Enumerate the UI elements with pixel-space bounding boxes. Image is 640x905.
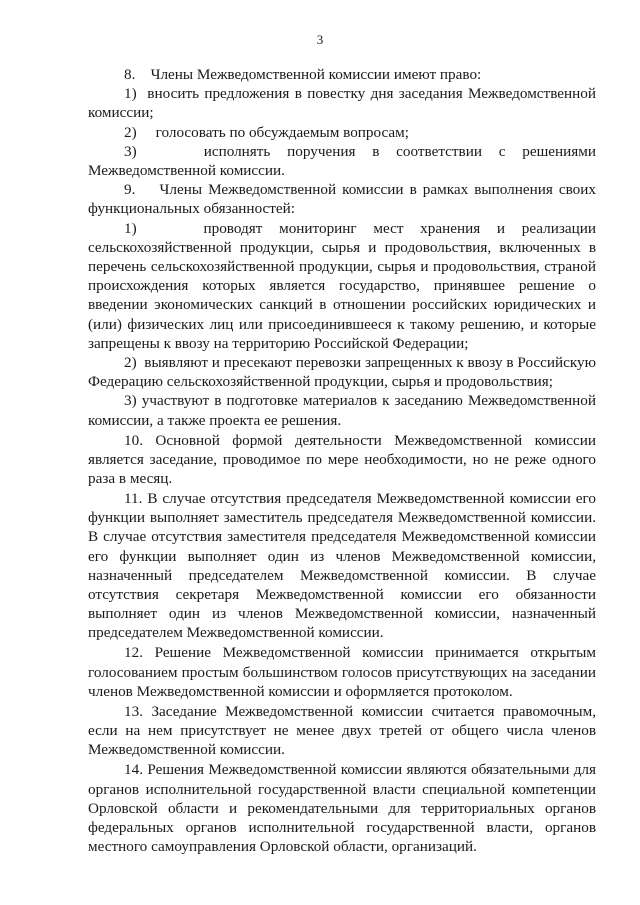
paragraph-9: 9. Члены Межведомственной комиссии в рамках выполнения своих функциональных обязанностей:	[88, 181, 596, 218]
paragraph-12: 12. Решение Межведомственной комиссии принимается открытым голосованием простым большинством голосов присутствующих на заседании членов Межведомственной комиссии и оформляется протоколом.	[88, 644, 596, 700]
paragraph-9-item-3: 3) участвуют в подготовке материалов к заседанию Межведомственной комиссии, а также проекта ее решения.	[88, 392, 596, 429]
paragraph-9-item-1: 1) проводят мониторинг мест хранения и реализации сельскохозяйственной продукции, сырья и продовольствия, включенных в перечень сельскохозяйственной продукции, сырья и продовольствия, страной происхождения которых является государство, принявшее решение о введении экономических санкций в отношении российских юридических и (или) физических лиц или присоединившееся к такому решению, и которые запрещены к ввозу на территорию Российской Федерации;	[88, 219, 596, 352]
paragraph-8-item-3: 3) исполнять поручения в соответствии с решениями Межведомственной комиссии.	[88, 142, 596, 180]
paragraph-11: 11. В случае отсутствия председателя Межведомственной комиссии его функции выполняет заместитель председателя Межведомственной комиссии. В случае отсутствия заместителя председателя Межведомственной комиссии его функции выполняет один из членов Межведомственной комиссии, назначенный председателем Межведомственной комиссии. В случае отсутствия секретаря Межведомственной комиссии его обязанности выполняет один из членов Межведомственной комиссии, назначенный председателем Межведомственной комиссии.	[88, 490, 596, 642]
paragraph-8: 8. Члены Межведомственной комиссии имеют право:	[124, 66, 482, 83]
paragraph-8-item-1: 1) вносить предложения в повестку дня заседания Межведомственной комиссии;	[88, 85, 596, 122]
document-body	[88, 65, 596, 856]
page-number: 3	[316, 32, 324, 47]
paragraph-10: 10. Основной формой деятельности Межведомственной комиссии является заседание, проводимое по мере необходимости, но не реже одного раза в месяц.	[88, 431, 596, 488]
paragraph-8-item-2: 2) голосовать по обсуждаемым вопросам;	[124, 123, 409, 141]
paragraph-9-item-2: 2) выявляют и пресекают перевозки запрещенных к ввозу в Российскую Федерацию сельскохозяйственной продукции, сырья и продовольствия;	[88, 354, 596, 391]
paragraph-14: 14. Решения Межведомственной комиссии являются обязательными для органов исполнительной государственной власти специальной компетенции Орловской области и рекомендательными для территориальных органов федеральных органов исполнительной государственной власти, органов местного самоуправления Орловской области, организаций.	[88, 761, 596, 856]
paragraph-13: 13. Заседание Межведомственной комиссии считается правомочным, если на нем присутствует не менее двух третей от общего числа членов Межведомственной комиссии.	[88, 702, 596, 759]
